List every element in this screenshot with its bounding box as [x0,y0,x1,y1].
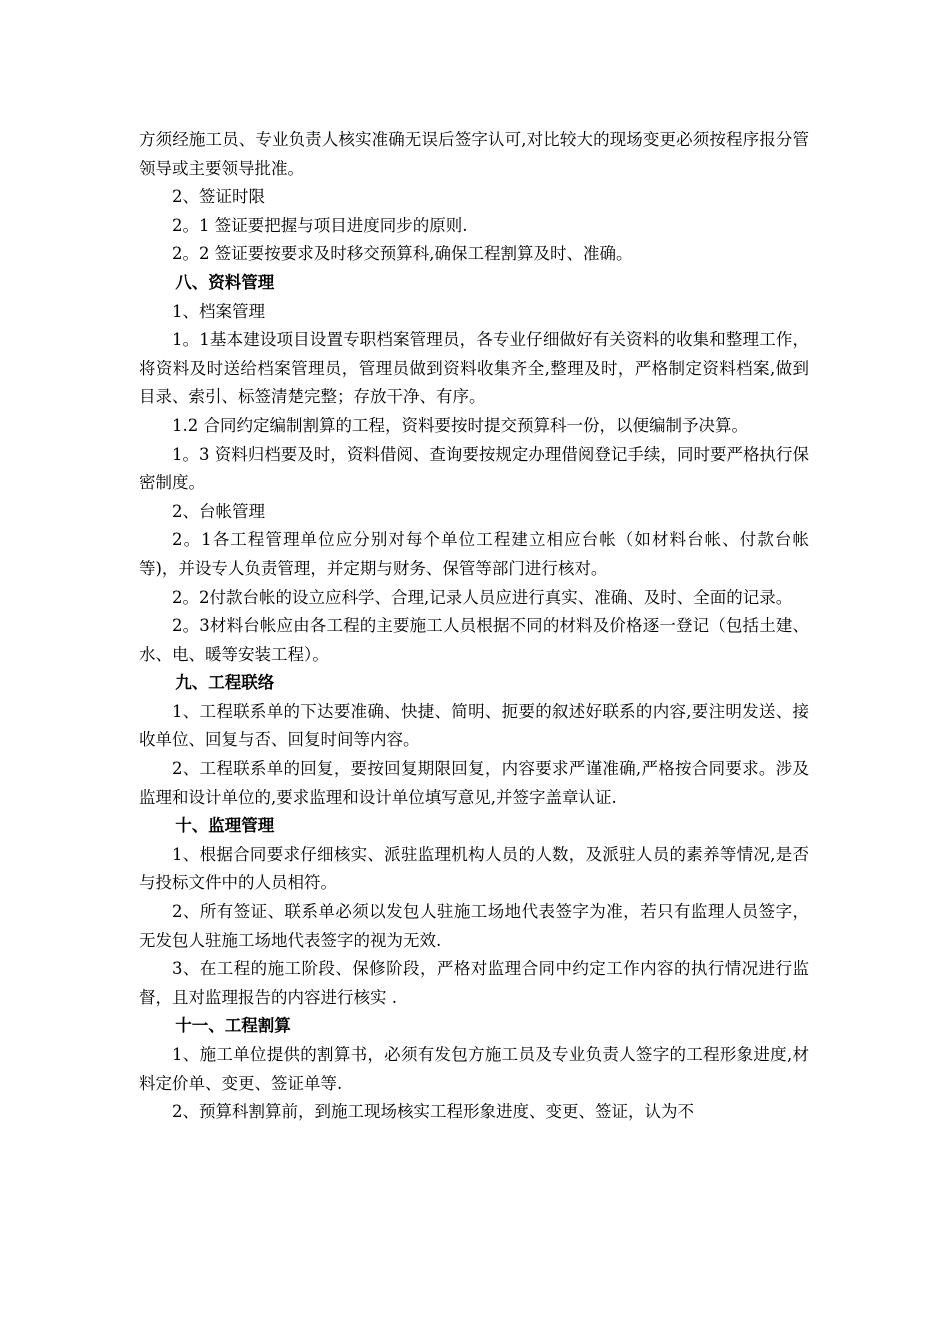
body-paragraph: 2。2 签证要按要求及时移交预算科,确保工程割算及时、准确。 [172,244,633,264]
body-paragraph: 2。1各工程管理单位应分别对每个单位工程建立相应台帐（如材料台帐、付款台帐等)，并设专人负责管理，并定期与财务、保管等部门进行核对。 [139,530,809,578]
body-paragraph: 2、工程联系单的回复，要按回复期限回复，内容要求严谨准确,严格按合同要求。涉及监理和设计单位的,要求监理和设计单位填写意见,并签字盖章认证. [139,759,809,807]
body-paragraph: 2。1 签证要把握与项目进度同步的原则. [172,215,468,235]
section-heading: 十、监理管理 [175,816,275,836]
body-paragraph: 2、所有签证、联系单必须以发包人驻施工场地代表签字为准，若只有监理人员签字，无发包人驻施工场地代表签字的视为无效. [139,902,809,950]
body-paragraph: 1。1基本建设项目设置专职档案管理员，各专业仔细做好有关资料的收集和整理工作，将资料及时送给档案管理员，管理员做到资料收集齐全,整理及时，严格制定资料档案,做到目录、索引、标签清楚完整；存放干净、有序。 [139,330,809,407]
section-heading: 九、工程联络 [175,673,275,693]
body-paragraph: 1.2 合同约定编制割算的工程，资料要按时提交预算科一份，以便编制予决算。 [172,415,748,435]
section-heading: 十一、工程割算 [175,1016,291,1036]
body-paragraph: 1、施工单位提供的割算书，必须有发包方施工员及专业负责人签字的工程形象进度,材料定价单、变更、签证单等. [139,1045,809,1093]
body-paragraph: 2。3材料台帐应由各工程的主要施工人员根据不同的材料及价格逐一登记（包括土建、水、电、暖等安装工程）。 [139,616,809,664]
section-heading: 八、资料管理 [175,272,275,292]
body-paragraph: 2。2付款台帐的设立应科学、合理,记录人员应进行真实、准确、及时、全面的记录。 [172,587,793,607]
body-paragraph: 1、工程联系单的下达要准确、快捷、简明、扼要的叙述好联系的内容,要注明发送、接收单位、回复与否、回复时间等内容。 [139,701,809,750]
document-page [139,126,809,1127]
body-paragraph: 2、预算科割算前，到施工现场核实工程形象进度、变更、签证，认为不 [172,1102,694,1122]
body-paragraph: 2、台帐管理 [172,501,265,521]
body-paragraph: 2、签证时限 [172,187,265,207]
body-paragraph: 1。3 资料归档要及时，资料借阅、查询要按规定办理借阅登记手续，同时要严格执行保密制度。 [139,444,809,493]
body-paragraph: 1、根据合同要求仔细核实、派驻监理机构人员的人数，及派驻人员的素养等情况,是否与投标文件中的人员相符。 [139,844,809,893]
body-paragraph: 1、档案管理 [172,301,265,321]
body-paragraph: 3、在工程的施工阶段、保修阶段，严格对监理合同中约定工作内容的执行情况进行监督，且对监理报告的内容进行核实 . [139,959,809,1007]
body-paragraph: 方须经施工员、专业负责人核实准确无误后签字认可,对比较大的现场变更必须按程序报分管领导或主要领导批准。 [139,130,809,178]
